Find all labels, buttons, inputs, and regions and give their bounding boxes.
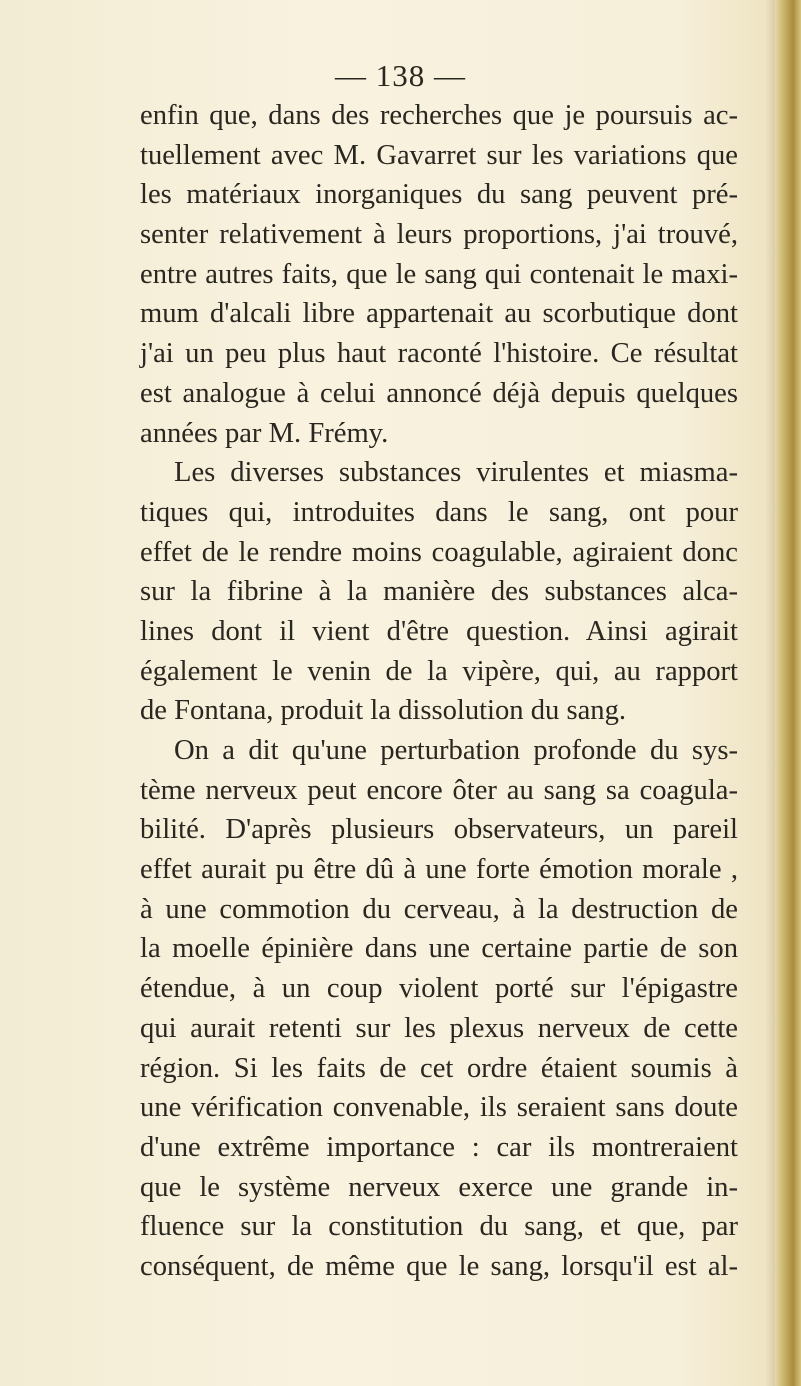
text-line: bilité. D'après plusieurs observateurs, un pareil bbox=[140, 814, 738, 846]
text-line: effet de le rendre moins coagulable, agiraient donc bbox=[140, 536, 738, 568]
text-line: sur la fibrine à la manière des substances alca- bbox=[140, 576, 738, 608]
text-line: On a dit qu'une perturbation profonde du sys- bbox=[174, 735, 738, 766]
text-line: étendue, à un coup violent porté sur l'épigastre bbox=[140, 973, 738, 1005]
body-text bbox=[140, 96, 738, 1287]
text-line: qui aurait retenti sur les plexus nerveux de cette bbox=[140, 1012, 738, 1044]
text-line: à une commotion du cerveau, à la destruction de bbox=[140, 893, 738, 925]
text-line: conséquent, de même que le sang, lorsqu'il est al- bbox=[140, 1250, 738, 1282]
text-line: que le système nerveux exerce une grande in- bbox=[140, 1171, 738, 1203]
text-line: années par M. Frémy. bbox=[140, 417, 389, 449]
text-line: effet aurait pu être dû à une forte émotion morale , bbox=[140, 854, 738, 886]
text-line: fluence sur la constitution du sang, et que, par bbox=[140, 1211, 738, 1243]
text-line: une vérification convenable, ils seraient sans doute bbox=[140, 1092, 738, 1124]
page-edge-shadow bbox=[765, 0, 775, 1386]
text-line: j'ai un peu plus haut raconté l'histoire. Ce résultat bbox=[140, 338, 738, 370]
text-line: d'une extrême importance : car ils montreraient bbox=[140, 1131, 738, 1163]
text-line: entre autres faits, que le sang qui contenait le maxi- bbox=[140, 258, 738, 290]
text-line: également le venin de la vipère, qui, au rapport bbox=[140, 655, 738, 687]
page-edge bbox=[775, 0, 801, 1386]
text-line: les matériaux inorganiques du sang peuvent pré- bbox=[140, 179, 738, 211]
text-line: tème nerveux peut encore ôter au sang sa coagula- bbox=[140, 774, 738, 806]
text-line: la moelle épinière dans une certaine partie de son bbox=[140, 933, 738, 965]
text-line: est analogue à celui annoncé déjà depuis quelques bbox=[140, 377, 738, 409]
text-line: lines dont il vient d'être question. Ainsi agirait bbox=[140, 615, 738, 647]
text-line: enfin que, dans des recherches que je poursuis ac- bbox=[140, 100, 738, 131]
text-line: tuellement avec M. Gavarret sur les variations que bbox=[140, 139, 738, 171]
page-number: — 138 — bbox=[335, 58, 466, 93]
text-line: Les diverses substances virulentes et miasma- bbox=[174, 457, 738, 489]
text-line: senter relativement à leurs proportions, j'ai trouvé, bbox=[140, 219, 738, 251]
text-line: tiques qui, introduites dans le sang, ont pour bbox=[140, 496, 738, 528]
text-line: de Fontana, produit la dissolution du sang. bbox=[140, 695, 627, 727]
text-line: région. Si les faits de cet ordre étaient soumis à bbox=[140, 1052, 738, 1084]
text-line: mum d'alcali libre appartenait au scorbutique dont bbox=[140, 298, 738, 330]
